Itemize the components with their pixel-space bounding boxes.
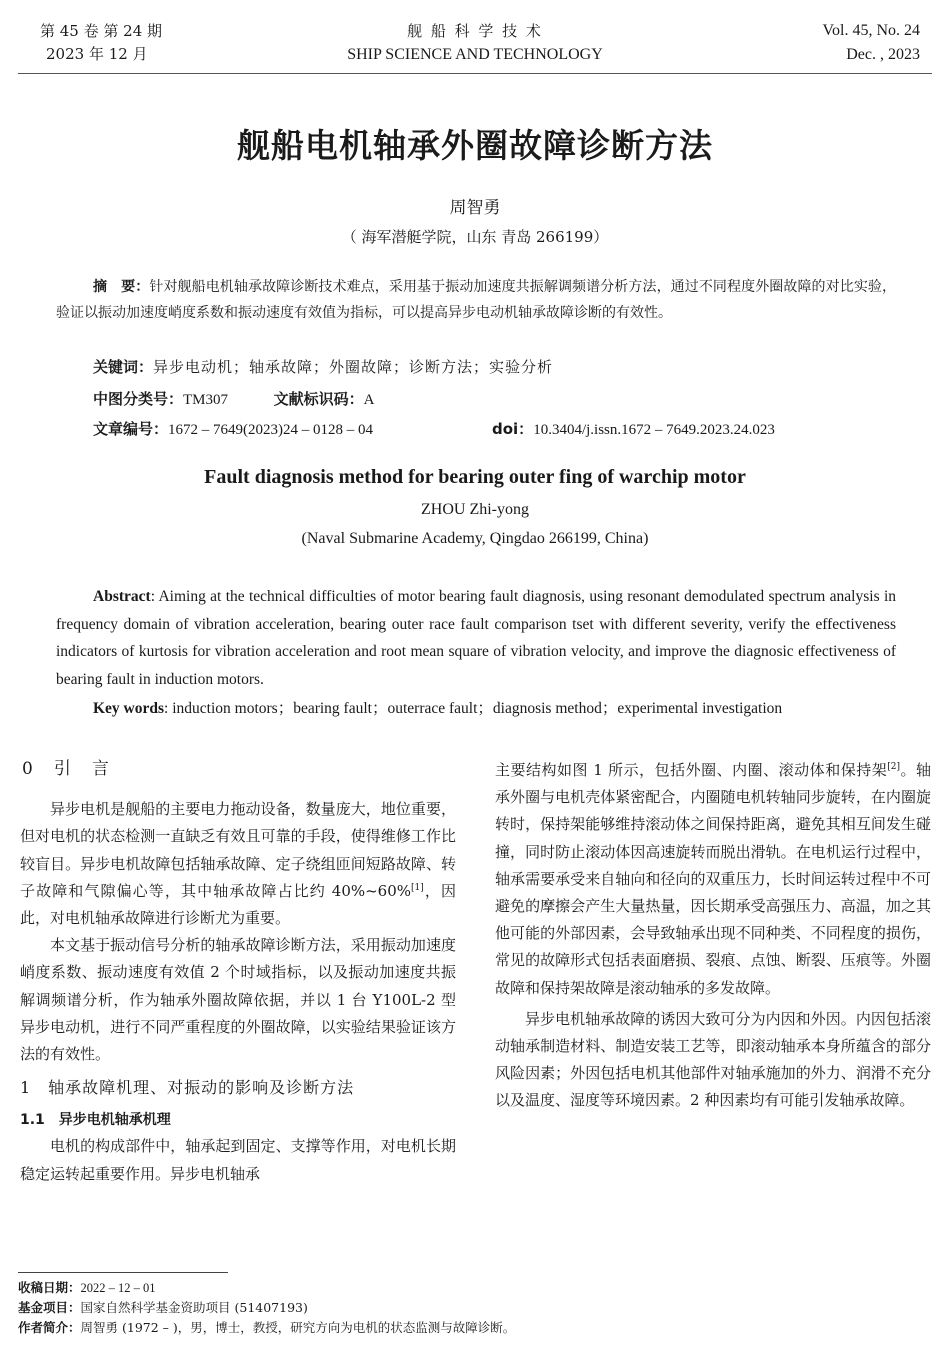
doi-value: 10.3404/j.issn.1672 – 7649.2023.24.023	[533, 422, 775, 438]
affiliation-en: (Naval Submarine Academy, Qingdao 266199, China)	[301, 530, 649, 547]
article-id-value: 1672 – 7649(2023)24 – 0128 – 04	[168, 422, 374, 438]
keywords-cn-label: 关键词：	[93, 358, 154, 376]
abstract-en-text: : Aiming at the technical difficulties of motor bearing fault diagnosis, using resonant demodulated spectrum analysis in frequency domain of vibration acceleration, bearing outer race fault comparison tset with different severity, verify the effectiveness indicators of kurtosis for vibration acceleration and root mean square of vibration velocity, and improve the diagnosic effectiveness of bearing fault in induction motors.	[56, 588, 896, 688]
citation-1: [1]	[411, 882, 424, 893]
paragraph-intro-2: 本文基于振动信号分析的轴承故障诊断方法，采用振动加速度峭度系数、振动速度有效值 2 个时域指标，以及振动加速度共振解调频谱分析，作为轴承外圈故障依据，并以 1 台 Y100L-2 型异步电动机，进行不同严重程度的外圈故障，以实验结果验证该方法的有效性。	[20, 936, 456, 1064]
header-journal-cn: 舰 船 科 学 技 术	[407, 22, 543, 40]
abstract-cn	[56, 274, 896, 326]
doi-line	[492, 416, 775, 443]
fund-value: 国家自然科学基金资助项目 (51407193)	[80, 1300, 308, 1315]
classification-line	[93, 386, 374, 413]
citation-2: [2]	[887, 762, 900, 772]
abstract-cn-label: 摘 要：	[93, 279, 150, 295]
header-date-en: Dec. , 2023	[846, 46, 920, 63]
paper-title-en: Fault diagnosis method for bearing outer fing of warchip motor	[204, 466, 746, 488]
section-0-heading: 0 引 言	[22, 759, 111, 779]
paragraph-structure	[495, 757, 931, 1002]
doc-code-label: 文献标识码：	[273, 390, 364, 408]
keywords-en-label: Key words	[93, 700, 165, 717]
article-id-line	[93, 416, 373, 443]
abstract-en-label: Abstract	[93, 588, 151, 605]
author-bio-label: 作者简介：	[18, 1320, 81, 1335]
subsection-1-1-heading: 1.1 异步电机轴承机理	[20, 1112, 171, 1129]
left-column	[20, 756, 456, 1188]
header-volume-cn: 第 45 卷 第 24 期	[40, 22, 163, 40]
footnote-fund	[18, 1299, 308, 1317]
received-value: 2022 – 12 – 01	[80, 1281, 156, 1295]
clc-value: TM307	[183, 392, 229, 408]
paragraph-structure-start: 主要结构如图 1 所示，包括外圈、内圈、滚动体和保持架	[495, 761, 888, 779]
affiliation-cn: （ 海军潜艇学院，山东 青岛 266199）	[341, 228, 609, 246]
header-rule	[18, 73, 932, 74]
keywords-en	[93, 697, 782, 721]
abstract-en	[56, 583, 896, 693]
abstract-cn-text: 针对舰船电机轴承故障诊断技术难点，采用基于振动加速度共振解调频谱分析方法，通过不同程度外圈故障的对比实验，验证以振动加速度峭度系数和振动速度有效值为指标，可以提高异步电动机轴承故障诊断的有效性。	[56, 279, 896, 321]
doc-code-value: A	[363, 392, 375, 408]
paragraph-structure-end: 。轴承外圈与电机壳体紧密配合，内圈随电机转轴同步旋转，在内圈旋转时，保持架能够维持滚动体之间保持距离，避免其相互间发生碰撞，同时防止滚动体因高速旋转而脱出滑轨。在电机运行过程中，轴承需要承受来自轴向和径向的双重压力，长时间运转过程中不可避免的摩擦会产生大量热量，因长期承受高强压力、高温，加之其他可能的外部因素，会导致轴承出现不同种类、不同程度的损伤，常见的故障形式包括表面磨损、裂痕、点蚀、断裂、压痕等。外圈故障和保持架故障是滚动轴承的多发故障。	[495, 761, 931, 997]
received-label: 收稿日期：	[18, 1280, 81, 1295]
clc-label: 中图分类号：	[93, 390, 184, 408]
keywords-cn	[93, 354, 553, 380]
header-date-cn: 2023 年 12 月	[46, 45, 148, 63]
footnote-received	[18, 1279, 156, 1297]
paragraph-1-1: 电机的构成部件中，轴承起到固定、支撑等作用，对电机长期稳定运转起重要作用。异步电机轴承	[20, 1137, 456, 1183]
paper-title-cn: 舰船电机轴承外圈故障诊断方法	[237, 126, 713, 165]
author-en: ZHOU Zhi-yong	[421, 501, 529, 518]
right-column	[495, 757, 931, 1115]
author-bio-value: 周智勇 (1972 – )，男，博士，教授，研究方向为电机的状态监测与故障诊断。	[80, 1320, 516, 1335]
author-cn: 周智勇	[449, 198, 501, 218]
section-1-heading: 1 轴承故障机理、对振动的影响及诊断方法	[20, 1078, 355, 1098]
fund-label: 基金项目：	[18, 1300, 81, 1315]
footnote-author	[18, 1319, 515, 1337]
paragraph-causes: 异步电机轴承故障的诱因大致可分为内因和外因。内因包括滚动轴承制造材料、制造安装工艺等，即滚动轴承本身所蕴含的部分风险因素；外因包括电机其他部件对轴承施加的外力、润滑不充分以及温度、湿度等环境因素。2 种因素均有可能引发轴承故障。	[495, 1009, 931, 1110]
keywords-cn-text: 异步电动机；轴承故障；外圈故障；诊断方法；实验分析	[153, 358, 554, 376]
doi-label: doi：	[492, 420, 534, 438]
footnote-rule	[18, 1272, 228, 1273]
paragraph-intro-1-end: ，因此，对电机轴承故障进行诊断尤为重要。	[20, 881, 456, 928]
paragraph-intro-1	[20, 796, 456, 932]
paragraph-intro-1-text: 异步电机是舰船的主要电力拖动设备，数量庞大，地位重要，但对电机的状态检测一直缺乏有效且可靠的手段，使得维修工作比较盲目。异步电机故障包括轴承故障、定子绕组匝间短路故障、转子故障和气隙偏心等，其中轴承故障占比约 40%~60%	[20, 800, 456, 900]
header-journal-en: SHIP SCIENCE AND TECHNOLOGY	[347, 46, 603, 63]
keywords-en-text: : induction motors；bearing fault；outerrace fault；diagnosis method；experimental investigation	[164, 700, 783, 717]
article-id-label: 文章编号：	[93, 420, 169, 438]
header-volume-en: Vol. 45, No. 24	[822, 22, 920, 39]
